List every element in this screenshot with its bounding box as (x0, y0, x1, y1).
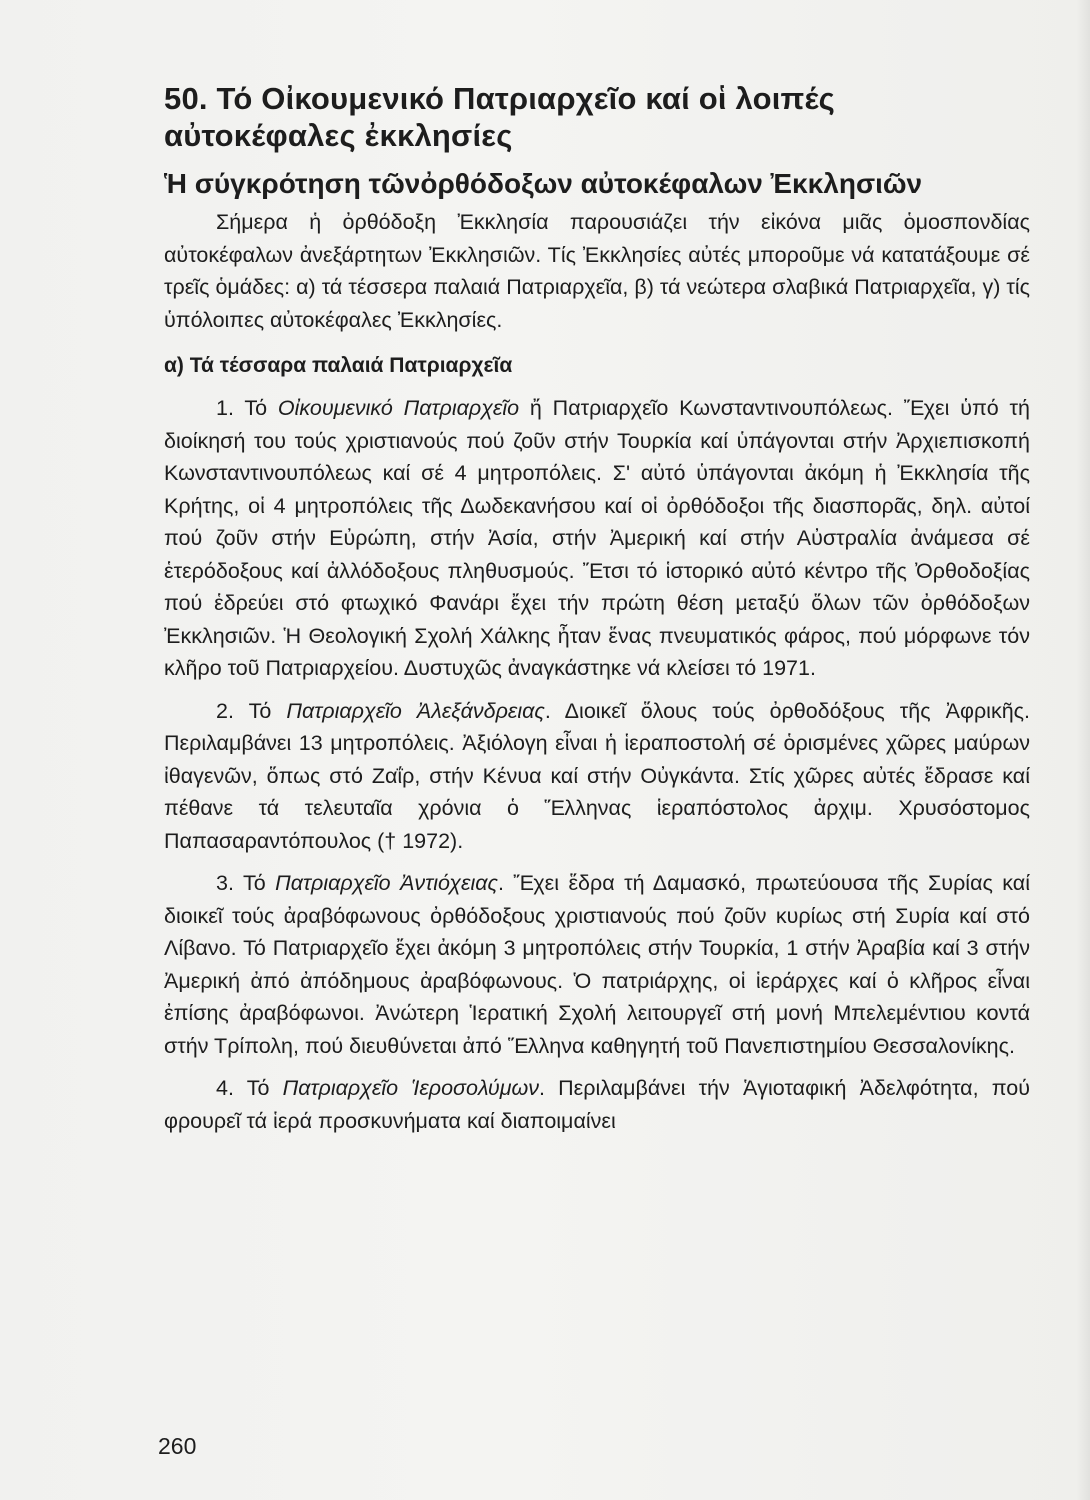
list-item-3 (164, 867, 1030, 1062)
item-number: 3. Τό (216, 871, 276, 895)
item-name: Πατριαρχεῖο Ἀλεξάνδρειας (286, 698, 545, 723)
list-item-4 (164, 1072, 1030, 1137)
chapter-title: 50. Τό Οἰκουμενικό Πατριαρχεῖο καί οἱ λοιπές αὐτοκέφαλες ἐκκλησίες (164, 81, 835, 153)
item-text: ἤ Πατριαρχεῖο Κωνσταντινουπόλεως. Ἔχει ὑπό τή διοίκησή του τούς χριστιανούς πού ζοῦν στήν Τουρκία καί ὑπάγονται στήν Ἀρχιεπισκοπή Κωνσταντινουπόλεως καί σέ 4 μητροπόλεις. Σ' αὐτό ὑπάγονται ἀκόμη ἡ Ἐκκλησία τῆς Κρήτης, οἱ 4 μητροπόλεις τῆς Δωδεκανήσου καί οἱ ὀρθόδοξοι τῆς διασπορᾶς, δηλ. αὐτοί πού ζοῦν στήν Εὐρώπη, στήν Ἀσία, στήν Ἀμερική καί στήν Αὐστραλία ἀνάμεσα σέ ἑτερόδοξους καί ἀλλόδοξους πληθυσμούς. Ἔτσι τό ἱστορικό αὐτό κέντρο τῆς Ὀρθοδοξίας πού ἑδρεύει στό φτωχικό Φανάρι ἔχει τήν πρώτη θέση μεταξύ ὅλων τῶν ὀρθόδοξων Ἐκκλησιῶν. Ἡ Θεολογική Σχολή Χάλκης ἦταν ἕνας πνευματικός φάρος, πού μόρφωνε τόν κλῆρο τοῦ Πατριαρχείου. Δυστυχῶς ἀναγκάστηκε νά κλείσει τό 1971. (164, 396, 1031, 680)
item-text: . Διοικεῖ ὅλους τούς ὀρθοδόξους τῆς Ἀφρικῆς. Περιλαμβάνει 13 μητροπόλεις. Ἀξιόλογη εἶναι ἡ ἱεραποστολή σέ ὁρισμένες χῶρες μαύρων ἰθαγενῶν, ὅπως στό Ζαΐρ, στήν Κένυα καί στήν Οὐγκάντα. Στίς χῶρες αὐτές ἔδρασε καί πέθανε τά τελευταῖα χρόνια ὁ Ἕλληνας ἱεραπόστολος ἀρχιμ. Χρυσόστομος Παπασαραντόπουλος († 1972). (164, 698, 1030, 853)
item-text: . Περιλαμβάνει τήν Ἁγιοταφική Ἀδελφότητα, πού φρουρεῖ τά ἱερά προσκυνήματα καί διαποιμαίνει (164, 1076, 1030, 1133)
item-name: Οἰκουμενικό Πατριαρχεῖο (277, 396, 520, 420)
section-subtitle: Ἡ σύγκρότηση τῶνὀρθόδοξων αὐτοκέφαλων Ἐκκλησιῶν (164, 168, 923, 199)
page-number: 260 (158, 1433, 197, 1459)
item-number: 4. Τό (216, 1076, 283, 1100)
list-item-1 (164, 392, 1030, 685)
intro-paragraph: Σήμερα ἡ ὀρθόδοξη Ἐκκλησία παρουσιάζει τήν εἰκόνα μιᾶς ὁμοσπονδίας αὐτοκέφαλων ἀνεξάρτητων Ἐκκλησιῶν. Τίς Ἐκκλησίες αὐτές μποροῦμε νά κατατάξουμε σέ τρεῖς ὁμάδες: α) τά τέσσερα παλαιά Πατριαρχεῖα, β) τά νεώτερα σλαβικά Πατριαρχεῖα, γ) τίς ὑπόλοιπες αὐτοκέφαλες Ἐκκλησίες. (164, 210, 1030, 332)
item-number: 1. Τό (216, 396, 278, 420)
list-item-2 (164, 695, 1030, 858)
item-text: . Ἔχει ἕδρα τή Δαμασκό, πρωτεύουσα τῆς Συρίας καί διοικεῖ τούς ἀραβόφωνους ὀρθόδοξους χριστιανούς πού ζοῦν κυρίως στή Συρία καί στό Λίβανο. Τό Πατριαρχεῖο ἔχει ἀκόμη 3 μητροπόλεις στήν Τουρκία, 1 στήν Ἀραβία καί 3 στήν Ἀμερική ἀπό ἀπόδημους ἀραβόφωνους. Ὁ πατριάρχης, οἱ ἱεράρχες καί ὁ κλῆρος εἶναι ἐπίσης ἀραβόφωνοι. Ἀνώτερη Ἱερατική Σχολή λειτουργεῖ στή μονή Μπελεμέντιου κοντά στήν Τρίπολη, πού διευθύνεται ἀπό Ἕλληνα καθηγητή τοῦ Πανεπιστημίου Θεσσαλονίκης. (164, 871, 1031, 1058)
item-name: Πατριαρχεῖο Ἀντιόχειας (275, 871, 498, 895)
page-content (164, 80, 1030, 1137)
page-edge-shadow (1076, 0, 1090, 1500)
item-number: 2. Τό (216, 698, 287, 723)
item-name: Πατριαρχεῖο Ἱεροσολύμων (282, 1076, 539, 1100)
subsection-heading: α) Τά τέσσαρα παλαιά Πατριαρχεῖα (164, 354, 513, 377)
